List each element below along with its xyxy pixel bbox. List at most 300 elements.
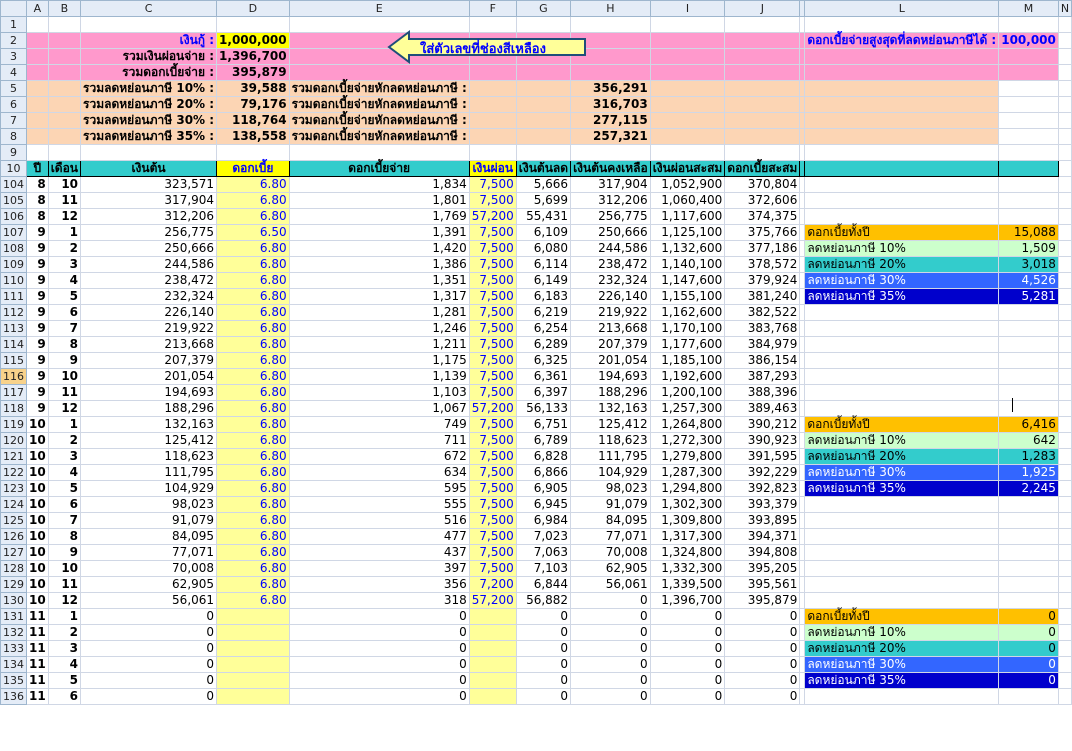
interest-rate-input[interactable]: 6.80: [217, 545, 290, 561]
cell[interactable]: 6,149: [516, 273, 570, 289]
cell[interactable]: [999, 305, 1059, 321]
cell[interactable]: [516, 81, 570, 97]
payment-input[interactable]: 7,500: [469, 257, 516, 273]
cell[interactable]: 132,163: [571, 401, 651, 417]
cell[interactable]: [1058, 497, 1071, 513]
payment-input[interactable]: 7,500: [469, 529, 516, 545]
interest-rate-input[interactable]: 6.80: [217, 577, 290, 593]
row-header-117[interactable]: 117: [1, 385, 27, 401]
cell[interactable]: [1058, 209, 1071, 225]
cell[interactable]: [469, 97, 516, 113]
cell[interactable]: [650, 129, 725, 145]
payment-input[interactable]: 7,200: [469, 577, 516, 593]
cell[interactable]: 10: [48, 177, 80, 193]
interest-rate-input[interactable]: 6.80: [217, 305, 290, 321]
cell[interactable]: 378,572: [725, 257, 800, 273]
cell[interactable]: [1058, 529, 1071, 545]
column-header-M[interactable]: M: [999, 1, 1059, 17]
cell[interactable]: 1,246: [289, 321, 469, 337]
cell[interactable]: [999, 49, 1059, 65]
cell[interactable]: [999, 337, 1059, 353]
cell[interactable]: [999, 17, 1059, 33]
row-header-136[interactable]: 136: [1, 689, 27, 705]
cell[interactable]: 9: [27, 401, 49, 417]
cell[interactable]: 207,379: [571, 337, 651, 353]
cell[interactable]: 10: [27, 481, 49, 497]
cell[interactable]: [1058, 609, 1071, 625]
row-header-107[interactable]: 107: [1, 225, 27, 241]
cell[interactable]: 0: [81, 625, 217, 641]
cell[interactable]: 595: [289, 481, 469, 497]
row-header-127[interactable]: 127: [1, 545, 27, 561]
cell[interactable]: [27, 97, 49, 113]
cell[interactable]: [650, 113, 725, 129]
cell[interactable]: [1058, 81, 1071, 97]
payment-input[interactable]: 7,500: [469, 385, 516, 401]
cell[interactable]: 0: [725, 673, 800, 689]
cell[interactable]: 0: [516, 609, 570, 625]
cell[interactable]: 256,775: [571, 209, 651, 225]
row-header-9[interactable]: 9: [1, 145, 27, 161]
cell[interactable]: 1,170,100: [650, 321, 725, 337]
cell[interactable]: 3: [48, 641, 80, 657]
cell[interactable]: 232,324: [81, 289, 217, 305]
payment-input[interactable]: [469, 673, 516, 689]
cell[interactable]: 516: [289, 513, 469, 529]
cell[interactable]: [999, 577, 1059, 593]
cell[interactable]: [27, 113, 49, 129]
cell[interactable]: [999, 401, 1059, 417]
cell[interactable]: 388,396: [725, 385, 800, 401]
payment-input[interactable]: 7,500: [469, 321, 516, 337]
cell[interactable]: [1058, 33, 1071, 49]
cell[interactable]: [999, 529, 1059, 545]
cell[interactable]: [1058, 433, 1071, 449]
cell[interactable]: 395,205: [725, 561, 800, 577]
cell[interactable]: [1058, 177, 1071, 193]
cell[interactable]: 219,922: [571, 305, 651, 321]
cell[interactable]: [81, 17, 217, 33]
row-header-2[interactable]: 2: [1, 33, 27, 49]
cell[interactable]: 6,361: [516, 369, 570, 385]
cell[interactable]: [725, 97, 800, 113]
cell[interactable]: 6,397: [516, 385, 570, 401]
cell[interactable]: 12: [48, 593, 80, 609]
cell[interactable]: 6: [48, 305, 80, 321]
cell[interactable]: 6,289: [516, 337, 570, 353]
interest-rate-input[interactable]: 6.80: [217, 449, 290, 465]
interest-rate-input[interactable]: 6.80: [217, 593, 290, 609]
cell[interactable]: 0: [289, 673, 469, 689]
cell[interactable]: 6,109: [516, 225, 570, 241]
cell[interactable]: 111,795: [81, 465, 217, 481]
cell[interactable]: 6,905: [516, 481, 570, 497]
payment-input[interactable]: 7,500: [469, 353, 516, 369]
interest-rate-input[interactable]: 6.80: [217, 273, 290, 289]
cell[interactable]: 1,132,600: [650, 241, 725, 257]
cell[interactable]: 1,287,300: [650, 465, 725, 481]
cell[interactable]: 5: [48, 673, 80, 689]
row-header-132[interactable]: 132: [1, 625, 27, 641]
payment-input[interactable]: 7,500: [469, 417, 516, 433]
interest-rate-input[interactable]: [217, 673, 290, 689]
select-all-corner[interactable]: [1, 1, 27, 17]
cell[interactable]: [805, 593, 999, 609]
cell[interactable]: 238,472: [571, 257, 651, 273]
cell[interactable]: 318: [289, 593, 469, 609]
cell[interactable]: 1,769: [289, 209, 469, 225]
cell[interactable]: 1,147,600: [650, 273, 725, 289]
cell[interactable]: 244,586: [571, 241, 651, 257]
cell[interactable]: 0: [81, 689, 217, 705]
cell[interactable]: 62,905: [571, 561, 651, 577]
cell[interactable]: [1058, 257, 1071, 273]
cell[interactable]: 7: [48, 513, 80, 529]
row-header-128[interactable]: 128: [1, 561, 27, 577]
payment-input[interactable]: [469, 609, 516, 625]
cell[interactable]: [1058, 321, 1071, 337]
payment-input[interactable]: 7,500: [469, 481, 516, 497]
cell[interactable]: [571, 65, 651, 81]
cell[interactable]: [48, 145, 80, 161]
payment-input[interactable]: [469, 657, 516, 673]
cell[interactable]: 5,666: [516, 177, 570, 193]
cell[interactable]: 370,804: [725, 177, 800, 193]
row-header-134[interactable]: 134: [1, 657, 27, 673]
cell[interactable]: [805, 577, 999, 593]
row-header-125[interactable]: 125: [1, 513, 27, 529]
cell[interactable]: 0: [571, 657, 651, 673]
cell[interactable]: [27, 81, 49, 97]
cell[interactable]: 11: [27, 689, 49, 705]
cell[interactable]: 382,522: [725, 305, 800, 321]
cell[interactable]: 84,095: [81, 529, 217, 545]
column-header-F[interactable]: F: [469, 1, 516, 17]
cell[interactable]: [999, 177, 1059, 193]
cell[interactable]: [725, 65, 800, 81]
cell[interactable]: [1058, 225, 1071, 241]
cell[interactable]: 11: [48, 193, 80, 209]
cell[interactable]: [650, 145, 725, 161]
cell[interactable]: 6,751: [516, 417, 570, 433]
cell[interactable]: 9: [27, 385, 49, 401]
cell[interactable]: 1,351: [289, 273, 469, 289]
payment-input[interactable]: 7,500: [469, 337, 516, 353]
cell[interactable]: 0: [725, 657, 800, 673]
cell[interactable]: 232,324: [571, 273, 651, 289]
cell[interactable]: 4: [48, 465, 80, 481]
column-header-G[interactable]: G: [516, 1, 570, 17]
cell[interactable]: 10: [27, 529, 49, 545]
cell[interactable]: 12: [48, 401, 80, 417]
interest-rate-input[interactable]: 6.80: [217, 401, 290, 417]
cell[interactable]: 7,023: [516, 529, 570, 545]
cell[interactable]: 6,080: [516, 241, 570, 257]
cell[interactable]: [999, 497, 1059, 513]
cell[interactable]: [469, 65, 516, 81]
cell[interactable]: [469, 81, 516, 97]
cell[interactable]: [48, 81, 80, 97]
cell[interactable]: 11: [27, 609, 49, 625]
interest-rate-input[interactable]: 6.80: [217, 337, 290, 353]
cell[interactable]: 10: [27, 449, 49, 465]
cell[interactable]: 2: [48, 241, 80, 257]
cell[interactable]: 394,371: [725, 529, 800, 545]
cell[interactable]: 1,177,600: [650, 337, 725, 353]
interest-rate-input[interactable]: 6.80: [217, 369, 290, 385]
payment-input[interactable]: [469, 689, 516, 705]
cell[interactable]: [805, 513, 999, 529]
cell[interactable]: 125,412: [571, 417, 651, 433]
row-header-119[interactable]: 119: [1, 417, 27, 433]
cell[interactable]: 1,067: [289, 401, 469, 417]
cell[interactable]: 2: [48, 433, 80, 449]
cell[interactable]: 0: [725, 609, 800, 625]
payment-input[interactable]: 7,500: [469, 449, 516, 465]
cell[interactable]: [516, 65, 570, 81]
cell[interactable]: 372,606: [725, 193, 800, 209]
cell[interactable]: [1058, 593, 1071, 609]
cell[interactable]: [805, 305, 999, 321]
cell[interactable]: [805, 97, 999, 113]
cell[interactable]: 118,623: [81, 449, 217, 465]
cell[interactable]: [27, 145, 49, 161]
payment-input[interactable]: 57,200: [469, 401, 516, 417]
cell[interactable]: 1,257,300: [650, 401, 725, 417]
cell[interactable]: [1058, 241, 1071, 257]
cell[interactable]: [999, 209, 1059, 225]
cell[interactable]: [725, 81, 800, 97]
payment-input[interactable]: [469, 641, 516, 657]
cell[interactable]: [1058, 129, 1071, 145]
interest-rate-input[interactable]: 6.80: [217, 289, 290, 305]
row-header-113[interactable]: 113: [1, 321, 27, 337]
cell[interactable]: 0: [289, 625, 469, 641]
cell[interactable]: 6,789: [516, 433, 570, 449]
cell[interactable]: [217, 17, 290, 33]
cell[interactable]: 7: [48, 321, 80, 337]
cell[interactable]: [1058, 465, 1071, 481]
cell[interactable]: 7,103: [516, 561, 570, 577]
cell[interactable]: [805, 497, 999, 513]
cell[interactable]: 238,472: [81, 273, 217, 289]
cell[interactable]: [1058, 481, 1071, 497]
cell[interactable]: 393,379: [725, 497, 800, 513]
cell[interactable]: 10: [27, 513, 49, 529]
row-header-131[interactable]: 131: [1, 609, 27, 625]
cell[interactable]: 0: [571, 593, 651, 609]
interest-rate-input[interactable]: [217, 641, 290, 657]
cell[interactable]: 390,212: [725, 417, 800, 433]
cell[interactable]: 1,192,600: [650, 369, 725, 385]
cell[interactable]: 0: [650, 657, 725, 673]
cell[interactable]: 9: [27, 321, 49, 337]
cell[interactable]: 125,412: [81, 433, 217, 449]
row-header-121[interactable]: 121: [1, 449, 27, 465]
cell[interactable]: 0: [571, 609, 651, 625]
cell[interactable]: [1058, 17, 1071, 33]
cell[interactable]: [48, 33, 80, 49]
cell[interactable]: [999, 561, 1059, 577]
cell[interactable]: [1058, 625, 1071, 641]
cell[interactable]: 0: [81, 609, 217, 625]
cell[interactable]: 1: [48, 417, 80, 433]
cell[interactable]: [650, 17, 725, 33]
cell[interactable]: 379,924: [725, 273, 800, 289]
cell[interactable]: 1,309,800: [650, 513, 725, 529]
cell[interactable]: 55,431: [516, 209, 570, 225]
interest-rate-input[interactable]: 6.80: [217, 433, 290, 449]
cell[interactable]: 11: [27, 657, 49, 673]
cell[interactable]: 10: [27, 577, 49, 593]
cell[interactable]: [999, 65, 1059, 81]
cell[interactable]: [805, 161, 999, 177]
row-header-118[interactable]: 118: [1, 401, 27, 417]
cell[interactable]: [1058, 65, 1071, 81]
interest-rate-input[interactable]: 6.80: [217, 481, 290, 497]
cell[interactable]: 104,929: [571, 465, 651, 481]
cell[interactable]: 1,396,700: [650, 593, 725, 609]
interest-rate-input[interactable]: 6.80: [217, 241, 290, 257]
interest-rate-input[interactable]: 6.80: [217, 513, 290, 529]
cell[interactable]: 207,379: [81, 353, 217, 369]
cell[interactable]: 5: [48, 481, 80, 497]
payment-input[interactable]: 7,500: [469, 433, 516, 449]
row-header-110[interactable]: 110: [1, 273, 27, 289]
cell[interactable]: 0: [650, 625, 725, 641]
cell[interactable]: 1,139: [289, 369, 469, 385]
cell[interactable]: 374,375: [725, 209, 800, 225]
cell[interactable]: [999, 545, 1059, 561]
cell[interactable]: [1058, 145, 1071, 161]
cell[interactable]: 244,586: [81, 257, 217, 273]
cell[interactable]: 0: [516, 657, 570, 673]
cell[interactable]: [805, 129, 999, 145]
cell[interactable]: 381,240: [725, 289, 800, 305]
cell[interactable]: [805, 65, 999, 81]
cell[interactable]: 3: [48, 449, 80, 465]
payment-input[interactable]: [469, 625, 516, 641]
row-header-124[interactable]: 124: [1, 497, 27, 513]
cell[interactable]: 1,162,600: [650, 305, 725, 321]
cell[interactable]: 91,079: [571, 497, 651, 513]
cell[interactable]: 213,668: [571, 321, 651, 337]
cell[interactable]: [805, 193, 999, 209]
payment-input[interactable]: 57,200: [469, 593, 516, 609]
cell[interactable]: 11: [27, 625, 49, 641]
cell[interactable]: 250,666: [571, 225, 651, 241]
cell[interactable]: 10: [27, 545, 49, 561]
row-header-104[interactable]: 104: [1, 177, 27, 193]
cell[interactable]: [27, 65, 49, 81]
cell[interactable]: [1058, 369, 1071, 385]
cell[interactable]: 1,211: [289, 337, 469, 353]
cell[interactable]: 70,008: [81, 561, 217, 577]
cell[interactable]: 0: [725, 641, 800, 657]
cell[interactable]: 8: [48, 529, 80, 545]
cell[interactable]: [805, 145, 999, 161]
interest-rate-input[interactable]: 6.80: [217, 529, 290, 545]
cell[interactable]: 0: [81, 657, 217, 673]
cell[interactable]: 9: [27, 337, 49, 353]
cell[interactable]: [1058, 577, 1071, 593]
column-header-I[interactable]: I: [650, 1, 725, 17]
cell[interactable]: 11: [27, 641, 49, 657]
interest-rate-input[interactable]: [217, 609, 290, 625]
cell[interactable]: [516, 113, 570, 129]
interest-rate-input[interactable]: 6.80: [217, 193, 290, 209]
cell[interactable]: 0: [81, 673, 217, 689]
cell[interactable]: [805, 321, 999, 337]
cell[interactable]: 0: [650, 673, 725, 689]
interest-rate-input[interactable]: 6.80: [217, 561, 290, 577]
row-header-116[interactable]: 116: [1, 369, 27, 385]
row-header-129[interactable]: 129: [1, 577, 27, 593]
interest-rate-input[interactable]: 6.80: [217, 177, 290, 193]
cell[interactable]: 0: [289, 657, 469, 673]
column-header-E[interactable]: E: [289, 1, 469, 17]
payment-input[interactable]: 7,500: [469, 369, 516, 385]
cell[interactable]: 8: [27, 177, 49, 193]
row-header-8[interactable]: 8: [1, 129, 27, 145]
cell[interactable]: [1058, 513, 1071, 529]
cell[interactable]: 9: [27, 257, 49, 273]
cell[interactable]: 0: [516, 673, 570, 689]
payment-input[interactable]: 57,200: [469, 209, 516, 225]
cell[interactable]: 77,071: [81, 545, 217, 561]
column-header-C[interactable]: C: [81, 1, 217, 17]
cell[interactable]: 188,296: [571, 385, 651, 401]
cell[interactable]: 711: [289, 433, 469, 449]
cell[interactable]: [1058, 337, 1071, 353]
row-header-108[interactable]: 108: [1, 241, 27, 257]
cell[interactable]: [1058, 689, 1071, 705]
cell[interactable]: [289, 65, 469, 81]
row-header-135[interactable]: 135: [1, 673, 27, 689]
cell[interactable]: [1058, 545, 1071, 561]
cell[interactable]: 9: [27, 289, 49, 305]
cell[interactable]: 9: [27, 305, 49, 321]
payment-input[interactable]: 7,500: [469, 545, 516, 561]
cell[interactable]: 194,693: [571, 369, 651, 385]
cell[interactable]: [1058, 97, 1071, 113]
cell[interactable]: 6,945: [516, 497, 570, 513]
cell[interactable]: 104,929: [81, 481, 217, 497]
cell[interactable]: 111,795: [571, 449, 651, 465]
cell[interactable]: 1,391: [289, 225, 469, 241]
cell[interactable]: [725, 33, 800, 49]
interest-rate-input[interactable]: 6.80: [217, 465, 290, 481]
cell[interactable]: [999, 129, 1059, 145]
column-header-H[interactable]: H: [571, 1, 651, 17]
cell[interactable]: 395,561: [725, 577, 800, 593]
cell[interactable]: [48, 17, 80, 33]
cell[interactable]: 118,623: [571, 433, 651, 449]
cell[interactable]: [805, 529, 999, 545]
cell[interactable]: 12: [48, 209, 80, 225]
cell[interactable]: [48, 65, 80, 81]
row-header-114[interactable]: 114: [1, 337, 27, 353]
interest-rate-input[interactable]: 6.80: [217, 385, 290, 401]
cell[interactable]: 383,768: [725, 321, 800, 337]
cell[interactable]: 6,114: [516, 257, 570, 273]
cell[interactable]: 5,699: [516, 193, 570, 209]
row-header-133[interactable]: 133: [1, 641, 27, 657]
cell[interactable]: [805, 369, 999, 385]
cell[interactable]: [650, 65, 725, 81]
cell[interactable]: [1058, 417, 1071, 433]
cell[interactable]: [1058, 385, 1071, 401]
